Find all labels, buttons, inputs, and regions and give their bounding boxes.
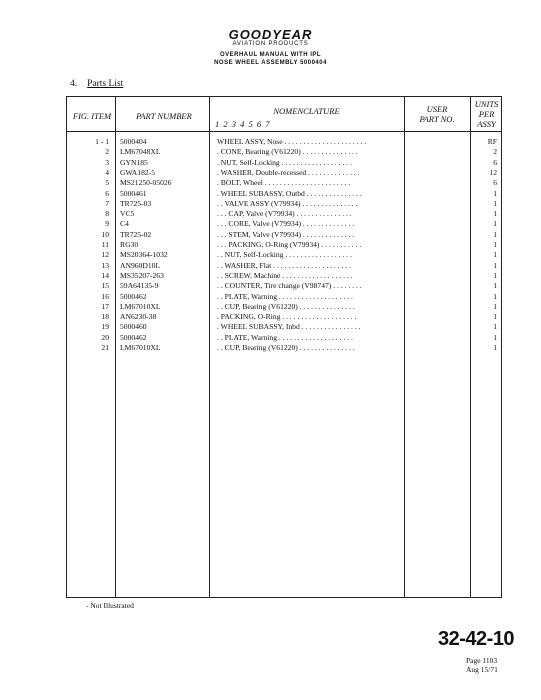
part-number-cell: RG30: [120, 240, 139, 249]
header-fig-item: FIG. ITEM: [72, 111, 112, 121]
part-number-cell: C4: [120, 219, 129, 229]
part-number-cell: 5000462: [120, 291, 147, 301]
header-user: USER: [426, 104, 448, 114]
table-row: [67, 333, 503, 343]
table-row: [67, 209, 503, 219]
table-row: [67, 322, 503, 332]
fig-item-cell: 3: [105, 157, 109, 167]
revision-date: Aug 15/71: [466, 665, 498, 674]
nomenclature-cell: . . . CAP, Valve (V79934) . . . . . . . . . . . . . . .: [217, 209, 352, 219]
nomenclature-cell: . . WASHER, Flat . . . . . . . . . . . . . . . . . . . . .: [217, 260, 352, 270]
table-row: [67, 147, 503, 157]
part-number-cell: AN960D10L: [120, 260, 161, 270]
nomenclature-cell: . . . STEM, Valve (V79934) . . . . . . . . . . . . . .: [217, 229, 355, 239]
table-row: [67, 292, 503, 302]
nomenclature-cell: . . SCREW, Machine . . . . . . . . . . . . . . . . . . .: [217, 270, 353, 280]
header-per: PER: [478, 109, 495, 119]
part-number-cell: TR725-03: [120, 198, 152, 208]
nomenclature-cell: . NUT, Self-Locking . . . . . . . . . . . . . . . . . . .: [217, 157, 352, 167]
header-units: UNITS: [474, 99, 499, 109]
units-per-assy-cell: 1: [493, 322, 497, 332]
part-number-cell: MS21250-05026: [120, 178, 172, 188]
units-per-assy-cell: 12: [489, 167, 497, 177]
units-per-assy-cell: 1: [493, 281, 497, 291]
header-user-part-no: PART NO.: [419, 114, 455, 124]
fig-item-cell: 8: [105, 209, 109, 219]
header-nomenclature: NOMENCLATURE: [273, 106, 340, 116]
fig-item-cell: 17: [101, 301, 109, 311]
header-indent-levels: 1 2 3 4 5 6 7: [215, 119, 271, 129]
units-per-assy-cell: 1: [493, 229, 497, 239]
part-number-cell: MS35207-263: [120, 270, 164, 280]
nomenclature-cell: . . . PACKING, O-Ring (V79934) . . . . . . . . . . .: [217, 240, 362, 249]
fig-item-cell: 7: [105, 198, 109, 208]
nomenclature-cell: . . NUT, Self-Locking . . . . . . . . . . . . . . . . . .: [217, 250, 352, 260]
header-divider: [67, 131, 501, 132]
nomenclature-cell: . WHEEL SUBASSY, Inbd . . . . . . . . . . . . . . . .: [217, 322, 361, 332]
units-per-assy-cell: 1: [493, 209, 497, 219]
fig-item-cell: 10: [101, 229, 109, 239]
units-per-assy-cell: 1: [493, 291, 497, 301]
fig-item-cell: 4: [105, 167, 109, 177]
part-number-cell: 59A64135-9: [120, 281, 159, 291]
part-number-cell: LM67048XL: [120, 147, 161, 157]
table-row: [67, 168, 503, 178]
table-row: [67, 178, 503, 188]
part-number-cell: LM67010XL: [120, 301, 161, 311]
units-per-assy-cell: 1: [493, 240, 497, 249]
fig-item-cell: 11: [101, 240, 109, 249]
units-per-assy-cell: 1: [493, 188, 497, 198]
units-per-assy-cell: 1: [493, 270, 497, 280]
units-per-assy-cell: 6: [493, 157, 497, 167]
nomenclature-cell: . BOLT, Wheel . . . . . . . . . . . . . . . . . . . . . . .: [217, 178, 351, 188]
units-per-assy-cell: 1: [493, 332, 497, 342]
table-row: [67, 302, 503, 312]
nomenclature-cell: . CONE, Bearing (V61220) . . . . . . . . . . . . . . .: [217, 147, 358, 157]
nomenclature-cell: . . VALVE ASSY (V79934) . . . . . . . . . . . . . . .: [217, 198, 358, 208]
fig-item-cell: 9: [105, 219, 109, 229]
units-per-assy-cell: 1: [493, 198, 497, 208]
part-number-cell: MS20364-1032: [120, 250, 168, 260]
header-assy: ASSY: [477, 119, 496, 129]
part-number-cell: AN6230-38: [120, 312, 157, 322]
table-row: [67, 250, 503, 260]
fig-item-cell: 6: [105, 188, 109, 198]
units-per-assy-cell: 2: [493, 147, 497, 157]
part-number-cell: VC5: [120, 209, 135, 219]
fig-item-cell: 13: [101, 260, 109, 270]
fig-item-cell: 21: [101, 343, 109, 352]
nomenclature-cell: WHEEL ASSY, Nose . . . . . . . . . . . . . . . . . . . . . .: [217, 137, 367, 146]
units-per-assy-cell: RF: [487, 137, 497, 146]
units-per-assy-cell: 1: [493, 301, 497, 311]
table-row: [67, 158, 503, 168]
fig-item-cell: 1 - 1: [95, 137, 109, 146]
units-per-assy-cell: 1: [493, 343, 497, 352]
part-number-cell: TR725-02: [120, 229, 152, 239]
section-number: 4.: [70, 79, 78, 89]
nomenclature-cell: . PACKING, O-Ring . . . . . . . . . . . . . . . . . . . .: [217, 312, 357, 322]
units-per-assy-cell: 6: [493, 178, 497, 188]
table-row: [67, 312, 503, 322]
fig-item-cell: 5: [105, 178, 109, 188]
nomenclature-cell: . . PLATE, Warning . . . . . . . . . . . . . . . . . . . .: [217, 332, 353, 342]
units-per-assy-cell: 1: [493, 260, 497, 270]
part-number-cell: 5000461: [120, 188, 147, 198]
section-title: Parts List: [87, 79, 124, 89]
nomenclature-cell: . . CUP, Bearing (V61220) . . . . . . . . . . . . . . .: [217, 343, 355, 352]
part-number-cell: 5000404: [120, 137, 147, 146]
table-row: [67, 281, 503, 291]
logo-subtitle: AVIATION PRODUCTS: [232, 41, 309, 47]
units-per-assy-cell: 1: [493, 250, 497, 260]
part-number-cell: 5000460: [120, 322, 147, 332]
nomenclature-cell: . . COUNTER, Tire change (V98747) . . . . . . . .: [217, 281, 362, 291]
document-number: 32-42-10: [438, 628, 515, 650]
header-part-number: PART NUMBER: [136, 111, 192, 121]
page-number: Page 1103: [466, 656, 498, 665]
fig-item-cell: 20: [101, 332, 109, 342]
manual-title: OVERHAUL MANUAL WITH IPL: [219, 52, 322, 58]
nomenclature-cell: . WHEEL SUBASSY, Outbd . . . . . . . . . . . . . . .: [217, 188, 362, 198]
fig-item-cell: 12: [101, 250, 109, 260]
part-number-cell: 5000462: [120, 332, 147, 342]
units-per-assy-cell: 1: [493, 219, 497, 229]
fig-item-cell: 19: [101, 322, 109, 332]
nomenclature-cell: . WASHER, Double-recessed . . . . . . . . . . . . . .: [217, 167, 360, 177]
table-row: [67, 219, 503, 229]
assembly-title: NOSE WHEEL ASSEMBLY 5000404: [214, 60, 327, 66]
not-illustrated-note: - Not Illustrated: [86, 601, 134, 610]
nomenclature-cell: . . PLATE, Warning . . . . . . . . . . . . . . . . . . . .: [217, 291, 353, 301]
fig-item-cell: 2: [105, 147, 109, 157]
table-row: [67, 137, 503, 147]
table-row: [67, 189, 503, 199]
part-number-cell: GYN185: [120, 157, 148, 167]
table-row: [67, 261, 503, 271]
table-row: [67, 271, 503, 281]
fig-item-cell: 15: [101, 281, 109, 291]
parts-table: [66, 96, 502, 598]
part-number-cell: GWA182-5: [120, 167, 156, 177]
fig-item-cell: 18: [101, 312, 109, 322]
nomenclature-cell: . . . CORE, Valve (V79934) . . . . . . . . . . . . . .: [217, 219, 355, 229]
units-per-assy-cell: 1: [493, 312, 497, 322]
fig-item-cell: 16: [101, 291, 109, 301]
section-heading: [70, 79, 123, 89]
goodyear-logo: GOODYEAR: [228, 27, 313, 42]
table-row: [67, 199, 503, 209]
fig-item-cell: 14: [101, 270, 109, 280]
nomenclature-cell: . . CUP, Bearing (V61220) . . . . . . . . . . . . . . .: [217, 301, 355, 311]
table-row: [67, 343, 503, 353]
table-row: [67, 240, 503, 250]
table-row: [67, 230, 503, 240]
part-number-cell: LM67010XL: [120, 343, 161, 352]
